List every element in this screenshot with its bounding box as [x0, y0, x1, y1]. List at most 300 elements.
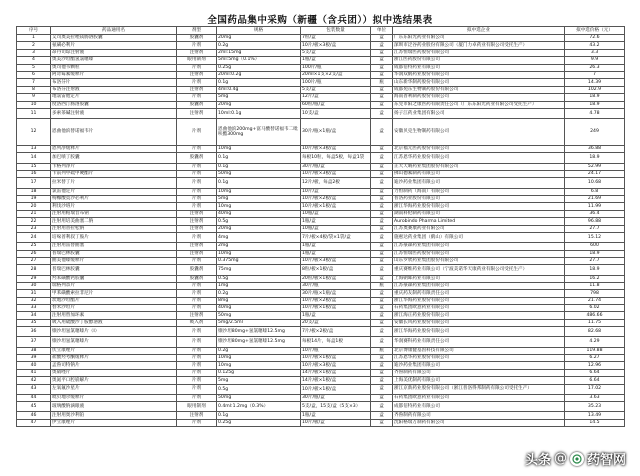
cell-company: 迪沙药业集团有限公司	[393, 178, 565, 188]
cell-price: 6.02	[565, 305, 625, 312]
cell-drug-name: 度洛西汀肠溶胶囊	[51, 101, 177, 108]
cell-unit: 盒	[371, 419, 393, 426]
cell-price: 13.49	[565, 412, 625, 419]
table-row	[17, 394, 625, 401]
cell-price: 18.9	[565, 250, 625, 257]
yaozhi-logo-icon	[570, 452, 584, 466]
cell-spec: 0.375mg	[217, 257, 301, 264]
cell-package: 1瓶/盒	[301, 243, 371, 250]
cell-index: 37	[17, 337, 51, 347]
cell-unit: 盒	[371, 163, 393, 170]
cell-dosage-form: 胶囊剂	[177, 265, 217, 275]
table-row	[17, 337, 625, 347]
cell-spec: 0.2g	[217, 42, 301, 49]
cell-drug-name: 缬沙坦氢氯噻嗪片（I）	[51, 327, 177, 337]
cell-price: 18.9	[565, 265, 625, 275]
cell-spec: 40mg	[217, 210, 301, 217]
cell-spec: 0.2g	[217, 290, 301, 297]
table-row	[17, 71, 625, 78]
cell-spec: 缬沙坦80mg+氢氯噻嗪12.5mg	[217, 327, 301, 337]
cell-index: 31	[17, 290, 51, 297]
cell-price: 14.5	[565, 419, 625, 426]
cell-package: 20ml×1支×2支/盒	[301, 71, 371, 78]
table-header-row	[17, 27, 625, 35]
cell-package: 1瓶/盒	[301, 218, 371, 225]
cell-price: 6.64	[565, 369, 625, 376]
cell-dosage-form: 胶囊剂	[177, 275, 217, 282]
cell-package: 1瓶/盒	[301, 250, 371, 257]
cell-package: 14片/板×1板/盒	[301, 377, 371, 384]
cell-dosage-form: 片剂	[177, 232, 217, 242]
cell-package: 20粒/板×1板/盒	[301, 275, 371, 282]
cell-spec: 5mg/2.5ml	[217, 319, 301, 326]
cell-drug-name: 卡格列净片	[51, 163, 177, 170]
cell-spec: 2ml:15mg	[217, 49, 301, 56]
cell-unit: 盒	[371, 119, 393, 146]
cell-drug-name: 普瑞巴林胶囊	[51, 265, 177, 275]
table-row	[17, 257, 625, 264]
cell-company: 江苏奥赛康药业有限公司	[393, 225, 565, 232]
cell-company: 石药集团欧意药业有限公司	[393, 305, 565, 312]
cell-drug-name: 恩曲他滨替诺福韦片	[51, 119, 177, 146]
cell-price: 486.66	[565, 312, 625, 319]
cell-company: 成都倍特药业有限公司	[393, 64, 565, 71]
cell-spec: 75mg	[217, 265, 301, 275]
cell-dosage-form: 吸入剂	[177, 319, 217, 326]
cell-package: 10片/板×2板/盒	[301, 297, 371, 304]
table-row	[17, 35, 625, 42]
cell-package: 10片/板×3板/盒	[301, 171, 371, 178]
cell-dosage-form: 片剂	[177, 394, 217, 401]
cell-price: 12.96	[565, 362, 625, 369]
cell-price: 4.78	[565, 108, 625, 118]
cell-company: 北京博康健基因科技有限公司	[393, 347, 565, 354]
cell-company: 正大天晴药业集团股份有限公司	[393, 163, 565, 170]
cell-dosage-form: 片剂	[177, 257, 217, 264]
cell-spec: 50mg	[217, 312, 301, 319]
cell-dosage-form: 片剂	[177, 94, 217, 101]
cell-unit: 盒	[371, 71, 393, 78]
cell-company: 重庆赛维药业有限公司（宁波美诺华天康药业有限公司受托生产）	[393, 265, 565, 275]
cell-package: 10片/盒	[301, 188, 371, 195]
cell-price: 52.99	[565, 163, 625, 170]
cell-drug-name: 氯雷他定片	[51, 188, 177, 195]
cell-dosage-form: 注射剂	[177, 108, 217, 118]
cell-company: 成都苑东生物制药股份有限公司	[393, 86, 565, 93]
cell-spec: 10mg	[217, 355, 301, 362]
table-row	[17, 384, 625, 394]
cell-price: 24.17	[565, 171, 625, 178]
cell-price: 9.9	[565, 57, 625, 64]
cell-spec: 4ml:0.4g	[217, 86, 301, 93]
cell-company: 江苏恒瑞医药股份有限公司	[393, 250, 565, 257]
cell-package: 100片/瓶	[301, 79, 371, 86]
cell-index: 8	[17, 86, 51, 93]
cell-spec: 5mg	[217, 94, 301, 101]
table-row	[17, 369, 625, 376]
cell-spec: 缬沙坦80mg+氢氯噻嗪12.5mg	[217, 337, 301, 347]
cell-company: 浙江京新药业股份有限公司（浙江普洛得邦制药有限公司受托生产）	[393, 384, 565, 394]
cell-company: 海南普利制药股份有限公司	[393, 94, 565, 101]
cell-drug-name: 缬沙坦氢氯噻嗪片	[51, 337, 177, 347]
cell-price: 35.23	[565, 402, 625, 412]
cell-index: 27	[17, 257, 51, 264]
cell-drug-name: 坎地沙坦酯片	[51, 297, 177, 304]
cell-drug-name: 昂丹司琼注射液	[51, 49, 177, 56]
cell-unit: 盒	[371, 362, 393, 369]
cell-company: 浙江医药股份有限公司	[393, 57, 565, 64]
cell-package: 14片/板×1板/盒	[301, 369, 371, 376]
cell-package: 10支/盒	[301, 108, 371, 118]
cell-index: 7	[17, 79, 51, 86]
cell-drug-name: 恩列净缓释片	[51, 146, 177, 153]
cell-spec: 10mg	[217, 203, 301, 210]
cell-unit: 盒	[371, 394, 393, 401]
col-header-dosage-form: 剂型	[177, 27, 217, 35]
cell-company: 施惠达药业集团（鹤山）有限公司	[393, 232, 565, 242]
results-table-container	[16, 26, 624, 427]
cell-index: 22	[17, 218, 51, 225]
cell-price: 36.88	[565, 146, 625, 153]
cell-spec: 5mg	[217, 196, 301, 203]
cell-drug-name: 曲美他嗪缓释片	[51, 257, 177, 264]
cell-package: 60粒/瓶/盒	[301, 101, 371, 108]
cell-price: 3.63	[565, 394, 625, 401]
cell-company: 湖南科伦制药有限公司	[393, 210, 565, 217]
table-row	[17, 419, 625, 426]
table-row	[17, 347, 625, 354]
cell-unit: 盒	[371, 86, 393, 93]
table-row	[17, 153, 625, 163]
cell-company: 深圳市泛谷药业股份有限公司（厦门力卓药业有限公司受托生产）	[393, 42, 565, 49]
cell-drug-name: 孟鲁司特钠片	[51, 362, 177, 369]
cell-dosage-form: 片剂	[177, 337, 217, 347]
cell-price: 36.4	[565, 210, 625, 217]
cell-dosage-form: 片剂	[177, 305, 217, 312]
cell-price: 26.3	[565, 64, 625, 71]
table-row	[17, 146, 625, 153]
cell-package: 30片/瓶×1瓶/盒	[301, 290, 371, 297]
cell-price: 600	[565, 243, 625, 250]
cell-index: 33	[17, 305, 51, 312]
cell-dosage-form: 注射剂	[177, 49, 217, 56]
cell-unit: 盒	[371, 225, 393, 232]
cell-company: 浙江华海药业股份有限公司	[393, 203, 565, 210]
cell-unit: 盒	[371, 384, 393, 394]
cell-price: 6.27	[565, 355, 625, 362]
cell-index: 1	[17, 35, 51, 42]
table-row	[17, 218, 625, 225]
cell-company: 山东新华制药股份有限公司	[393, 79, 565, 86]
cell-unit: 盒	[371, 94, 393, 101]
cell-index: 12	[17, 119, 51, 146]
cell-company: 力恒制药（海南）有限公司	[393, 188, 565, 195]
cell-spec: 10mg	[217, 250, 301, 257]
cell-package: 30片/瓶	[301, 282, 371, 289]
cell-dosage-form: 片剂	[177, 42, 217, 49]
cell-company: 江苏恩华药业股份有限公司	[393, 355, 565, 362]
cell-dosage-form: 片剂	[177, 347, 217, 354]
cell-dosage-form: 片剂	[177, 362, 217, 369]
cell-price: 27.7	[565, 225, 625, 232]
table-row	[17, 163, 625, 170]
cell-company: 扬子江药业集团有限公司	[393, 108, 565, 118]
table-row	[17, 203, 625, 210]
cell-spec: 0.25g	[217, 64, 301, 71]
cell-package: 10片/板×1板/盒	[301, 203, 371, 210]
cell-dosage-form: 注射剂	[177, 218, 217, 225]
table-row	[17, 64, 625, 71]
table-row	[17, 355, 625, 362]
cell-company: Aurobindo Pharma Limited	[393, 218, 565, 225]
table-row	[17, 265, 625, 275]
cell-drug-name: 培哚普利叔丁胺片	[51, 232, 177, 242]
table-row	[17, 79, 625, 86]
cell-drug-name: 艾司奥美拉唑镁肠溶胶囊	[51, 35, 177, 42]
results-table	[16, 26, 625, 427]
cell-package: 100片/瓶	[301, 64, 371, 71]
cell-package: 30片/瓶/盒	[301, 394, 371, 401]
cell-package: 10片/板×3板/盒	[301, 146, 371, 153]
cell-index: 6	[17, 71, 51, 78]
cell-package: 7片/板×2板/盒	[301, 327, 371, 337]
cell-index: 17	[17, 178, 51, 188]
cell-index: 42	[17, 377, 51, 384]
table-row	[17, 362, 625, 369]
cell-dosage-form: 片剂	[177, 119, 217, 146]
cell-drug-name: 卡前列甲硫甲硬酯片	[51, 171, 177, 178]
cell-index: 16	[17, 171, 51, 178]
cell-dosage-form: 片剂	[177, 171, 217, 178]
cell-unit: 盒	[371, 196, 393, 203]
cell-company: 上海朝晖药业有限公司	[393, 275, 565, 282]
table-row	[17, 108, 625, 118]
cell-dosage-form: 片剂	[177, 377, 217, 384]
cell-price: 18.9	[565, 153, 625, 163]
cell-drug-name: 注射用培美曲塞二钠	[51, 218, 177, 225]
table-row	[17, 412, 625, 419]
cell-drug-name: 羟苯磺酸钙胶囊	[51, 275, 177, 282]
cell-price: 18.9	[565, 94, 625, 101]
cell-company: 安徽贝克生物制药有限公司	[393, 119, 565, 146]
cell-unit: 盒	[371, 377, 393, 384]
cell-company: 江苏恩华药业股份有限公司	[393, 153, 565, 163]
cell-package: 7粒/盒	[301, 35, 371, 42]
table-row	[17, 188, 625, 195]
cell-company: 齐鲁制药有限公司	[393, 369, 565, 376]
table-row	[17, 377, 625, 384]
cell-drug-name: 奥氮平口腔崩解片	[51, 377, 177, 384]
cell-unit: 瓶	[371, 282, 393, 289]
cell-company: 江苏豪森药业集团有限公司	[393, 282, 565, 289]
cell-package: 10片/瓶	[301, 347, 371, 354]
cell-package: 每板14片，每盒1板	[301, 337, 371, 347]
cell-index: 18	[17, 188, 51, 195]
cell-price: 119.88	[565, 347, 625, 354]
cell-index: 13	[17, 146, 51, 153]
cell-price: 4.29	[565, 337, 625, 347]
cell-spec: 10mg	[217, 146, 301, 153]
cell-drug-name: 枸橼酸莫沙必利片	[51, 196, 177, 203]
cell-dosage-form: 眼用制剂	[177, 57, 217, 64]
table-row	[17, 178, 625, 188]
cell-index: 25	[17, 243, 51, 250]
cell-drug-name: 瑞格列奈片	[51, 282, 177, 289]
cell-index: 2	[17, 42, 51, 49]
cell-unit: 盒	[371, 265, 393, 275]
cell-price: 249	[565, 119, 625, 146]
col-header-company: 拟中选企业	[393, 27, 565, 35]
cell-unit: 盒	[371, 101, 393, 108]
cell-drug-name: 普瑞巴林胶囊	[51, 250, 177, 257]
cell-drug-name: 吸入用硫酸沙丁胺醇溶液	[51, 319, 177, 326]
cell-price: 3.3	[565, 49, 625, 56]
cell-package: 10片/板×1板/盒	[301, 355, 371, 362]
cell-index: 30	[17, 282, 51, 289]
cell-index: 3	[17, 49, 51, 56]
cell-dosage-form: 片剂	[177, 282, 217, 289]
table-row	[17, 196, 625, 203]
cell-price: 72.6	[565, 35, 625, 42]
cell-package: 30片/瓶×1瓶/盒	[301, 119, 371, 146]
cell-company: 华润双鹤药业股份有限公司	[393, 71, 565, 78]
cell-spec: 10ml:0.1g	[217, 108, 301, 118]
cell-drug-name: 注射用普拉松钠	[51, 225, 177, 232]
cell-spec: 0.1g	[217, 163, 301, 170]
cell-price: 6.8	[565, 188, 625, 195]
cell-index: 4	[17, 57, 51, 64]
col-header-price: 拟中选价格（元）	[565, 27, 625, 35]
cell-dosage-form: 片剂	[177, 178, 217, 188]
cell-index: 24	[17, 232, 51, 242]
cell-package: 10片/板×3板/盒	[301, 257, 371, 264]
cell-package: 12片/盒	[301, 94, 371, 101]
cell-price: 18.9	[565, 101, 625, 108]
table-row	[17, 282, 625, 289]
cell-spec: 40mg	[217, 305, 301, 312]
cell-drug-name: 甲苯磺酸索拉非尼片	[51, 290, 177, 297]
cell-index: 10	[17, 101, 51, 108]
cell-company: 山东罗欣药业集团股份有限公司	[393, 257, 565, 264]
cell-dosage-form: 片剂	[177, 369, 217, 376]
cell-index: 32	[17, 297, 51, 304]
cell-package: 10片/板×1板/盒	[301, 384, 371, 394]
cell-index: 21	[17, 210, 51, 217]
cell-company: 迪沙药业集团有限公司	[393, 362, 565, 369]
cell-index: 5	[17, 64, 51, 71]
table-row	[17, 305, 625, 312]
cell-package: 每板10粒，每盒5板，每盒1袋	[301, 153, 371, 163]
cell-package: 20支/盒	[301, 319, 371, 326]
cell-company: 普洛药业股份有限公司	[393, 196, 565, 203]
cell-dosage-form: 片剂	[177, 64, 217, 71]
table-row	[17, 243, 625, 250]
cell-unit: 盒	[371, 290, 393, 297]
cell-unit: 盒	[371, 305, 393, 312]
cell-index: 47	[17, 419, 51, 426]
cell-index: 41	[17, 369, 51, 376]
table-row	[17, 275, 625, 282]
table-row	[17, 42, 625, 49]
cell-price: 21.69	[565, 196, 625, 203]
cell-drug-name: 拉米替丁片	[51, 178, 177, 188]
cell-drug-name: 布洛芬注射液	[51, 86, 177, 93]
cell-dosage-form: 片剂	[177, 196, 217, 203]
cell-index: 36	[17, 327, 51, 337]
cell-company: 石药集团欧意药业有限公司	[393, 394, 565, 401]
cell-spec: 0.1g	[217, 412, 301, 419]
cell-index: 11	[17, 108, 51, 118]
cell-company: 华润赛科药业有限责任公司	[393, 337, 565, 347]
table-row	[17, 119, 625, 146]
cell-package: 10片/板×2板/盒	[301, 196, 371, 203]
cell-spec: 2mg	[217, 243, 301, 250]
cell-drug-name: 伏立康唑片	[51, 347, 177, 354]
cell-drug-name: 吡贝地尔缓释片	[51, 394, 177, 401]
cell-drug-name: 注射用帕瑞昔布钠	[51, 210, 177, 217]
cell-dosage-form: 片剂	[177, 290, 217, 297]
cell-unit: 盒	[371, 203, 393, 210]
table-row	[17, 250, 625, 257]
cell-unit: 盒	[371, 57, 393, 64]
cell-dosage-form: 片剂	[177, 297, 217, 304]
cell-drug-name: 利伐沙班片	[51, 203, 177, 210]
page-title: 全国药品集中采购（新疆（含兵团））拟中选结果表	[207, 15, 433, 26]
cell-dosage-form: 胶囊剂	[177, 101, 217, 108]
cell-dosage-form: 片剂	[177, 419, 217, 426]
cell-index: 29	[17, 275, 51, 282]
cell-spec: 10mg	[217, 188, 301, 195]
cell-drug-name: 阿奇霉素缓释片	[51, 71, 177, 78]
cell-unit: 盒	[371, 297, 393, 304]
cell-unit: 盒	[371, 257, 393, 264]
cell-unit: 盒	[371, 35, 393, 42]
cell-price: 6.64	[565, 377, 625, 384]
cell-price: 11.8	[565, 282, 625, 289]
cell-price: 16.2	[565, 275, 625, 282]
table-row	[17, 319, 625, 326]
cell-company: 浙江华海药业股份有限公司	[393, 297, 565, 304]
cell-company: 安徽长风药业股份有限公司	[393, 319, 565, 326]
cell-dosage-form: 注射剂	[177, 250, 217, 257]
table-row	[17, 225, 625, 232]
cell-company: 东莞市阳之康医药有限责任公司（广东东阳光药业有限公司受托生产）	[393, 101, 565, 108]
table-body	[17, 35, 625, 427]
cell-company: 齐鲁制药有限公司	[393, 412, 565, 419]
cell-company: 佛山德素制药有限公司	[393, 171, 565, 178]
cell-index: 34	[17, 312, 51, 319]
cell-package: 5支/盒	[301, 86, 371, 93]
cell-dosage-form: 片剂	[177, 384, 217, 394]
cell-dosage-form: 片剂	[177, 163, 217, 170]
cell-dosage-form: 注射剂	[177, 86, 217, 93]
cell-index: 20	[17, 203, 51, 210]
cell-index: 28	[17, 265, 51, 275]
cell-index: 23	[17, 225, 51, 232]
cell-unit: 盒	[371, 232, 393, 242]
cell-spec: 0.5g	[217, 218, 301, 225]
cell-unit: 盒	[371, 327, 393, 337]
cell-company: 江苏豪森药业集团有限公司	[393, 243, 565, 250]
cell-spec: 0.4ml:1.2mg（0.3%）	[217, 402, 301, 412]
cell-drug-name: 注射用替加环素	[51, 312, 177, 319]
cell-index: 9	[17, 94, 51, 101]
cell-spec: 20mg	[217, 101, 301, 108]
cell-dosage-form: 注射剂	[177, 210, 217, 217]
cell-drug-name: 地氯雷他定片	[51, 94, 177, 101]
cell-package: 12片/板，每盒2板	[301, 178, 371, 188]
cell-unit: 盒	[371, 153, 393, 163]
